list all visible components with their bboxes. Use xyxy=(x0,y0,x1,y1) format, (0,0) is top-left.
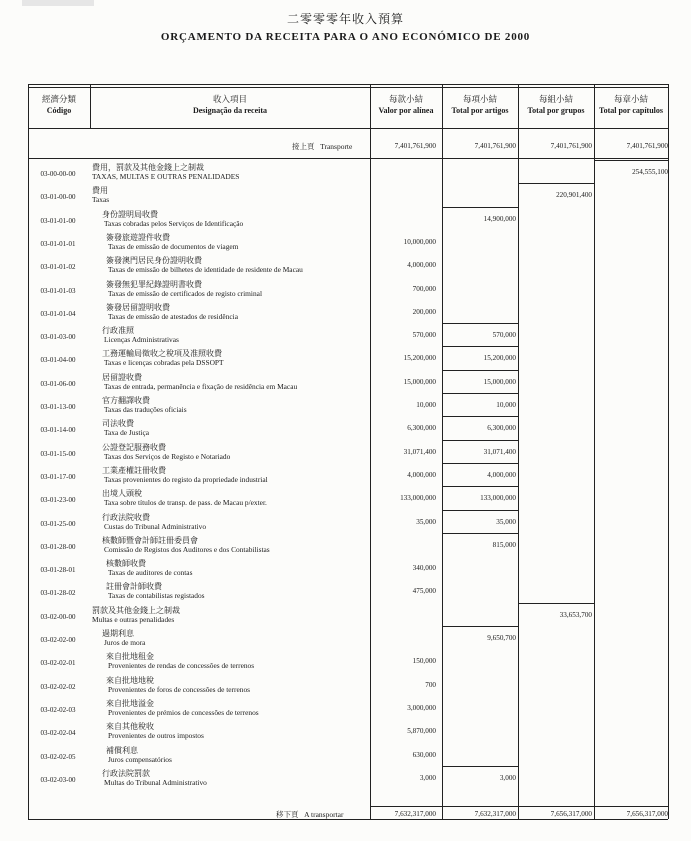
page-title xyxy=(0,10,691,43)
subtotal-rule xyxy=(442,416,518,417)
row-value-grupos: 220,901,400 xyxy=(556,191,592,200)
row-desc-pt: Provenientes de rendas de concessões de terrenos xyxy=(108,661,255,671)
row-value-alinea: 5,870,000 xyxy=(407,727,436,736)
row-value-artigos: 10,000 xyxy=(496,401,516,409)
header-alinea-pt: Valor por alínea xyxy=(378,106,434,115)
row-desc-pt: Taxas de entrada, permanência e fixação de residência em Macau xyxy=(104,381,298,391)
row-code: 03-01-15-00 xyxy=(40,449,76,458)
subtotal-rule xyxy=(442,510,518,511)
row-value-alinea: 10,000 xyxy=(416,401,436,409)
subtotal-rule xyxy=(442,440,518,441)
row-desc-zh: 補償利息 xyxy=(106,745,138,755)
row-desc-zh: 居留證收費 xyxy=(102,372,142,382)
title-chinese: 二零零零年收入預算 xyxy=(286,12,404,26)
row-value-artigos: 133,000,000 xyxy=(480,494,516,503)
row-code: 03-00-00-00 xyxy=(40,170,76,178)
row-code: 03-01-28-02 xyxy=(40,589,76,598)
transport-out-grupos: 7,656,317,000 xyxy=(550,810,592,818)
row-desc-zh: 工務運輸局徵收之稅項及准照收費 xyxy=(102,349,222,359)
subtotal-rule xyxy=(442,207,518,208)
header-code xyxy=(28,94,90,116)
header-code-zh: 經濟分類 xyxy=(41,94,76,104)
row-desc-zh: 出境人頭稅 xyxy=(102,489,142,499)
header-capitulos xyxy=(594,94,668,116)
row-value-alinea: 630,000 xyxy=(412,750,436,759)
row-code: 03-02-02-01 xyxy=(40,659,76,668)
header-grupos-zh: 每組小結 xyxy=(538,94,573,104)
row-value-alinea: 6,300,000 xyxy=(407,424,436,433)
header-alinea xyxy=(370,94,442,116)
row-desc-zh: 簽發居留證明收費 xyxy=(106,302,170,312)
subtotal-rule xyxy=(518,183,594,184)
row-desc-pt: Taxas e licenças cobradas pela DSSOPT xyxy=(104,358,224,368)
row-code: 03-02-02-03 xyxy=(40,705,76,714)
row-desc-pt: Juros de mora xyxy=(104,638,146,647)
row-code: 03-02-02-05 xyxy=(40,752,76,761)
row-code: 03-01-25-00 xyxy=(40,519,76,528)
row-value-artigos: 9,650,700 xyxy=(487,634,516,642)
col-border-grupos xyxy=(594,84,595,819)
row-value-alinea: 200,000 xyxy=(412,307,436,316)
row-value-alinea: 4,000,000 xyxy=(407,261,436,270)
row-code: 03-01-03-00 xyxy=(40,333,76,342)
subtotal-rule xyxy=(442,626,518,627)
row-desc-pt: Taxas de contabilistas registados xyxy=(108,591,205,601)
transport-in-zh: 接上頁 xyxy=(292,142,315,151)
header-bottom-border xyxy=(28,128,668,129)
row-value-artigos: 815,000 xyxy=(492,540,516,549)
transport-out-divider xyxy=(370,806,668,807)
row-code: 03-01-01-00 xyxy=(40,216,76,225)
row-value-alinea: 3,000 xyxy=(419,773,436,782)
subtotal-rule xyxy=(442,463,518,464)
row-value-alinea: 4,000,000 xyxy=(407,470,436,479)
row-code: 03-01-01-03 xyxy=(40,286,76,295)
header-grupos xyxy=(518,94,594,116)
row-desc-pt: Taxas de emissão de certificados de registo criminal xyxy=(108,288,263,298)
row-desc-zh: 身份證明局收費 xyxy=(102,209,158,219)
row-desc-pt: Taxa de Justiça xyxy=(104,428,150,438)
subtotal-rule xyxy=(594,160,668,161)
row-desc-pt: Taxas das traduções oficiais xyxy=(104,405,187,414)
row-value-alinea: 133,000,000 xyxy=(400,494,436,503)
subtotal-rule xyxy=(442,346,518,347)
header-designation xyxy=(90,94,370,116)
transport-out-capitulos: 7,656,317,000 xyxy=(626,810,668,818)
subtotal-rule xyxy=(442,766,518,767)
row-desc-pt: Comissão de Registos dos Auditores e dos Contabilistas xyxy=(104,544,270,554)
col-border-alinea xyxy=(442,84,443,819)
row-value-alinea: 570,000 xyxy=(412,331,436,340)
transport-in-grupos: 7,401,761,900 xyxy=(550,142,592,150)
row-value-artigos: 3,000 xyxy=(499,773,516,782)
table-top-border-inner xyxy=(28,87,668,88)
header-desc-zh: 收入項目 xyxy=(212,94,247,104)
row-desc-zh: 官方翻譯收費 xyxy=(102,396,150,405)
row-code: 03-01-13-00 xyxy=(40,403,76,411)
row-desc-zh: 費用，罰款及其他金錢上之制裁 xyxy=(92,163,204,172)
row-value-artigos: 6,300,000 xyxy=(487,424,516,433)
row-desc-pt: Taxas provenientes do registo da propriedade industrial xyxy=(104,474,268,484)
subtotal-rule xyxy=(442,370,518,371)
row-desc-zh: 來自批地溢金 xyxy=(106,698,154,708)
row-desc-pt: Taxas de emissão de bilhetes de identidade de residente de Macau xyxy=(108,265,303,275)
subtotal-rule xyxy=(442,533,518,534)
row-value-alinea: 15,200,000 xyxy=(403,354,436,363)
row-code: 03-02-00-00 xyxy=(40,612,76,621)
scan-mark xyxy=(22,0,94,6)
row-code: 03-01-28-01 xyxy=(40,566,76,575)
row-desc-pt: Custas do Tribunal Administrativo xyxy=(104,521,207,531)
row-desc-zh: 簽發澳門居民身份證明收費 xyxy=(106,256,202,266)
header-code-pt: Código xyxy=(46,106,72,115)
row-value-alinea: 31,071,400 xyxy=(403,447,436,456)
row-desc-zh: 過期利息 xyxy=(102,629,134,638)
row-code: 03-01-04-00 xyxy=(40,356,76,365)
header-capitulos-zh: 每章小結 xyxy=(613,94,648,104)
row-value-artigos: 570,000 xyxy=(492,331,516,340)
row-value-alinea: 150,000 xyxy=(412,657,436,666)
row-desc-pt: Juros compensatórios xyxy=(108,754,172,764)
row-code: 03-02-02-04 xyxy=(40,729,76,738)
row-desc-zh: 司法收費 xyxy=(102,419,134,429)
row-code: 03-01-23-00 xyxy=(40,496,76,505)
row-desc-pt: Provenientes de foros de concessões de terrenos xyxy=(108,684,251,694)
col-border-desc xyxy=(370,84,371,819)
row-desc-pt: Taxas de emissão de documentos de viagem xyxy=(108,241,239,251)
row-value-capitulos: 254,555,100 xyxy=(632,168,668,176)
transport-out-pt: A transportar xyxy=(304,810,344,819)
transport-in-alinea: 7,401,761,900 xyxy=(394,142,436,150)
table-top-border xyxy=(28,84,668,85)
row-desc-zh: 簽發無犯罪紀錄證明書收費 xyxy=(106,279,202,289)
row-desc-pt: Multas e outras penalidades xyxy=(92,614,175,624)
row-desc-zh: 公證登記服務收費 xyxy=(102,442,166,452)
table-bottom-border xyxy=(28,819,668,820)
row-desc-zh: 核數師收費 xyxy=(106,559,146,569)
row-value-artigos: 31,071,400 xyxy=(483,447,516,456)
row-code: 03-02-02-02 xyxy=(40,682,76,691)
transport-in-capitulos: 7,401,761,900 xyxy=(626,142,668,150)
header-artigos-pt: Total por artigos xyxy=(451,106,509,115)
transport-in-label xyxy=(292,141,352,152)
row-desc-zh: 費用 xyxy=(92,186,108,196)
row-code: 03-01-28-00 xyxy=(40,542,76,551)
row-desc-zh: 核數師暨會計師註冊委員會 xyxy=(102,535,198,545)
header-alinea-zh: 每款小結 xyxy=(388,94,423,104)
row-desc-pt: Taxas xyxy=(92,195,110,205)
row-desc-zh: 來自批地租金 xyxy=(106,652,154,662)
row-value-alinea: 10,000,000 xyxy=(403,237,436,246)
row-desc-zh: 罰款及其他金錢上之制裁 xyxy=(92,605,180,615)
row-value-alinea: 340,000 xyxy=(412,564,436,573)
subtotal-rule xyxy=(518,603,594,604)
subtotal-rule xyxy=(442,323,518,324)
row-value-alinea: 700,000 xyxy=(412,284,436,293)
transport-divider xyxy=(28,158,668,159)
transport-out-zh: 移下頁 xyxy=(276,810,299,819)
header-artigos-zh: 每項小結 xyxy=(462,94,497,104)
row-desc-pt: Taxa sobre títulos de transp. de pass. de Macau p/exter. xyxy=(104,498,267,508)
subtotal-rule xyxy=(442,486,518,487)
header-grupos-pt: Total por grupos xyxy=(527,106,585,115)
row-code: 03-01-00-00 xyxy=(40,193,76,202)
transport-in-artigos: 7,401,761,900 xyxy=(474,142,516,150)
row-desc-pt: Provenientes de prémios de concessões de terrenos xyxy=(108,707,259,717)
row-code: 03-01-06-00 xyxy=(40,379,76,388)
row-code: 03-02-02-00 xyxy=(40,636,76,644)
row-desc-zh: 行政法院罰款 xyxy=(102,768,150,778)
row-desc-pt: Taxas dos Serviços de Registo e Notariado xyxy=(104,451,231,461)
transport-out-alinea: 7,632,317,000 xyxy=(394,810,436,818)
row-desc-pt: Taxas de emissão de atestados de residência xyxy=(108,311,238,321)
subtotal-rule xyxy=(442,393,518,394)
row-desc-pt: Taxas de auditores de contas xyxy=(108,568,193,578)
row-value-alinea: 3,000,000 xyxy=(407,703,436,712)
row-desc-zh: 來自批地地稅 xyxy=(106,675,154,685)
row-value-artigos: 35,000 xyxy=(496,517,516,526)
header-capitulos-pt: Total por capítulos xyxy=(598,106,663,115)
row-desc-zh: 簽發旅遊證件收費 xyxy=(106,232,170,242)
row-code: 03-01-01-02 xyxy=(40,263,76,272)
header-artigos xyxy=(442,94,518,116)
transport-in-pt: Transporte xyxy=(320,142,353,151)
row-desc-zh: 工業產權註冊收費 xyxy=(102,465,166,475)
row-value-artigos: 15,000,000 xyxy=(483,377,516,386)
row-value-alinea: 475,000 xyxy=(412,587,436,596)
row-code: 03-01-17-00 xyxy=(40,472,76,481)
row-code: 03-01-01-01 xyxy=(40,239,76,248)
row-desc-zh: 來自其他稅收 xyxy=(106,722,154,732)
header-desc-pt: Designação da receita xyxy=(192,106,268,115)
row-desc-zh: 行政准照 xyxy=(102,326,134,336)
transport-out-label xyxy=(276,809,344,820)
row-code: 03-01-14-00 xyxy=(40,426,76,435)
row-value-artigos: 15,200,000 xyxy=(483,354,516,363)
col-border-artigos xyxy=(518,84,519,819)
row-desc-pt: Provenientes de outros impostos xyxy=(108,731,204,741)
row-desc-zh: 行政法院收費 xyxy=(102,512,150,522)
row-value-grupos: 33,653,700 xyxy=(559,610,592,619)
row-desc-pt: Multas do Tribunal Administrativo xyxy=(104,777,207,787)
row-desc-pt: Taxas cobradas pelos Serviços de Identificação xyxy=(104,218,244,228)
row-desc-zh: 註冊會計師收費 xyxy=(106,582,162,592)
row-code: 03-01-01-04 xyxy=(40,309,76,318)
transport-out-artigos: 7,632,317,000 xyxy=(474,810,516,818)
title-portuguese: ORÇAMENTO DA RECEITA PARA O ANO ECONÓMICO DE 2000 xyxy=(160,31,531,43)
col-border-right xyxy=(668,84,669,819)
row-value-alinea: 700 xyxy=(425,680,436,689)
row-desc-pt: TAXAS, MULTAS E OUTRAS PENALIDADES xyxy=(92,172,240,181)
row-code: 03-02-03-00 xyxy=(40,775,76,784)
row-value-alinea: 15,000,000 xyxy=(403,377,436,386)
row-value-alinea: 35,000 xyxy=(416,517,436,526)
row-desc-pt: Licenças Administrativas xyxy=(104,335,179,345)
row-value-artigos: 14,900,000 xyxy=(483,214,516,223)
row-value-artigos: 4,000,000 xyxy=(487,470,516,479)
